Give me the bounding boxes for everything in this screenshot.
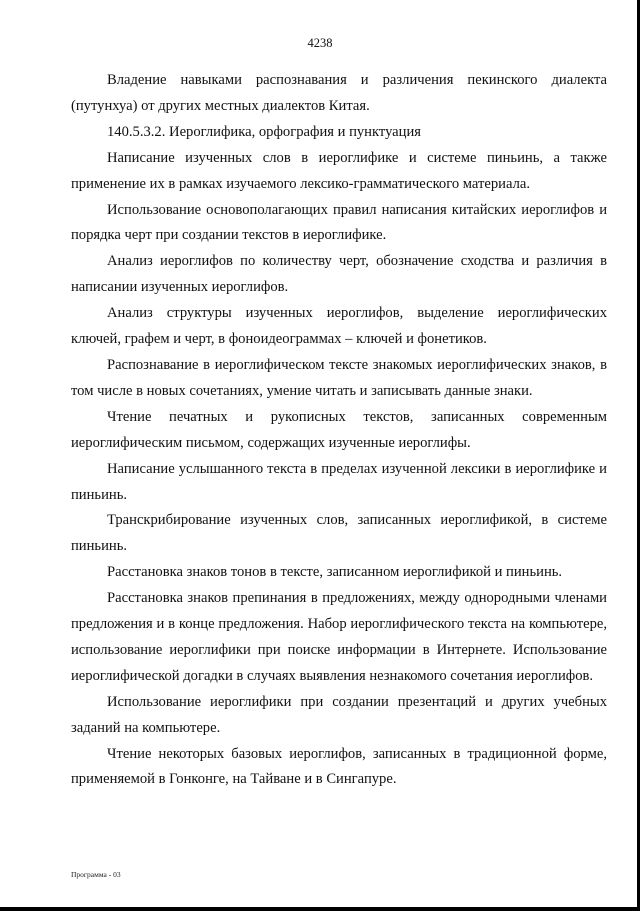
footer-label: Программа - 03 [71, 870, 121, 879]
paragraph: Расстановка знаков тонов в тексте, записанном иероглификой и пиньинь. [107, 564, 563, 581]
paragraph: Написание изученных слов в иероглифике и системе пиньинь, а также применение их в рамках изучаемого лексико-грамматического материала. [71, 149, 607, 192]
scan-edge-bottom [0, 907, 640, 911]
paragraph: Расстановка знаков препинания в предложениях, между однородными членами предложения и в конце предложения. Набор иероглифического текста на компьютере, использование иероглифики при поиске информации в Интернете. Использование иероглифической догадки в случаях выявления незнакомого сочетания иероглифов. [71, 590, 607, 684]
paragraph: Анализ структуры изученных иероглифов, выделение иероглифических ключей, графем и черт, в фоноидеограммах – ключей и фонетиков. [71, 305, 607, 348]
paragraph: Чтение некоторых базовых иероглифов, записанных в традиционной форме, применяемой в Гонконге, на Тайване и в Сингапуре. [71, 745, 607, 788]
section-heading: 140.5.3.2. Иероглифика, орфография и пунктуация [107, 123, 421, 140]
paragraph: Использование иероглифики при создании презентаций и других учебных заданий на компьютере. [71, 693, 607, 736]
paragraph: Анализ иероглифов по количеству черт, обозначение сходства и различия в написании изученных иероглифов. [71, 253, 607, 296]
paragraph: Чтение печатных и рукописных текстов, записанных современным иероглифическим письмом, содержащих изученные иероглифы. [71, 408, 607, 451]
paragraph: Использование основополагающих правил написания китайских иероглифов и порядка черт при создании текстов в иероглифике. [71, 201, 607, 244]
paragraph: Написание услышанного текста в пределах изученной лексики в иероглифике и пиньинь. [71, 460, 607, 503]
page-body [71, 68, 607, 793]
paragraph: Распознавание в иероглифическом тексте знакомых иероглифических знаков, в том числе в новых сочетаниях, умение читать и записывать данные знаки. [71, 356, 607, 399]
paragraph: Владение навыками распознавания и различения пекинского диалекта (путунхуа) от других местных диалектов Китая. [71, 72, 607, 114]
paragraph: Транскрибирование изученных слов, записанных иероглификой, в системе пиньинь. [71, 512, 607, 555]
page-number: 4238 [307, 36, 333, 50]
